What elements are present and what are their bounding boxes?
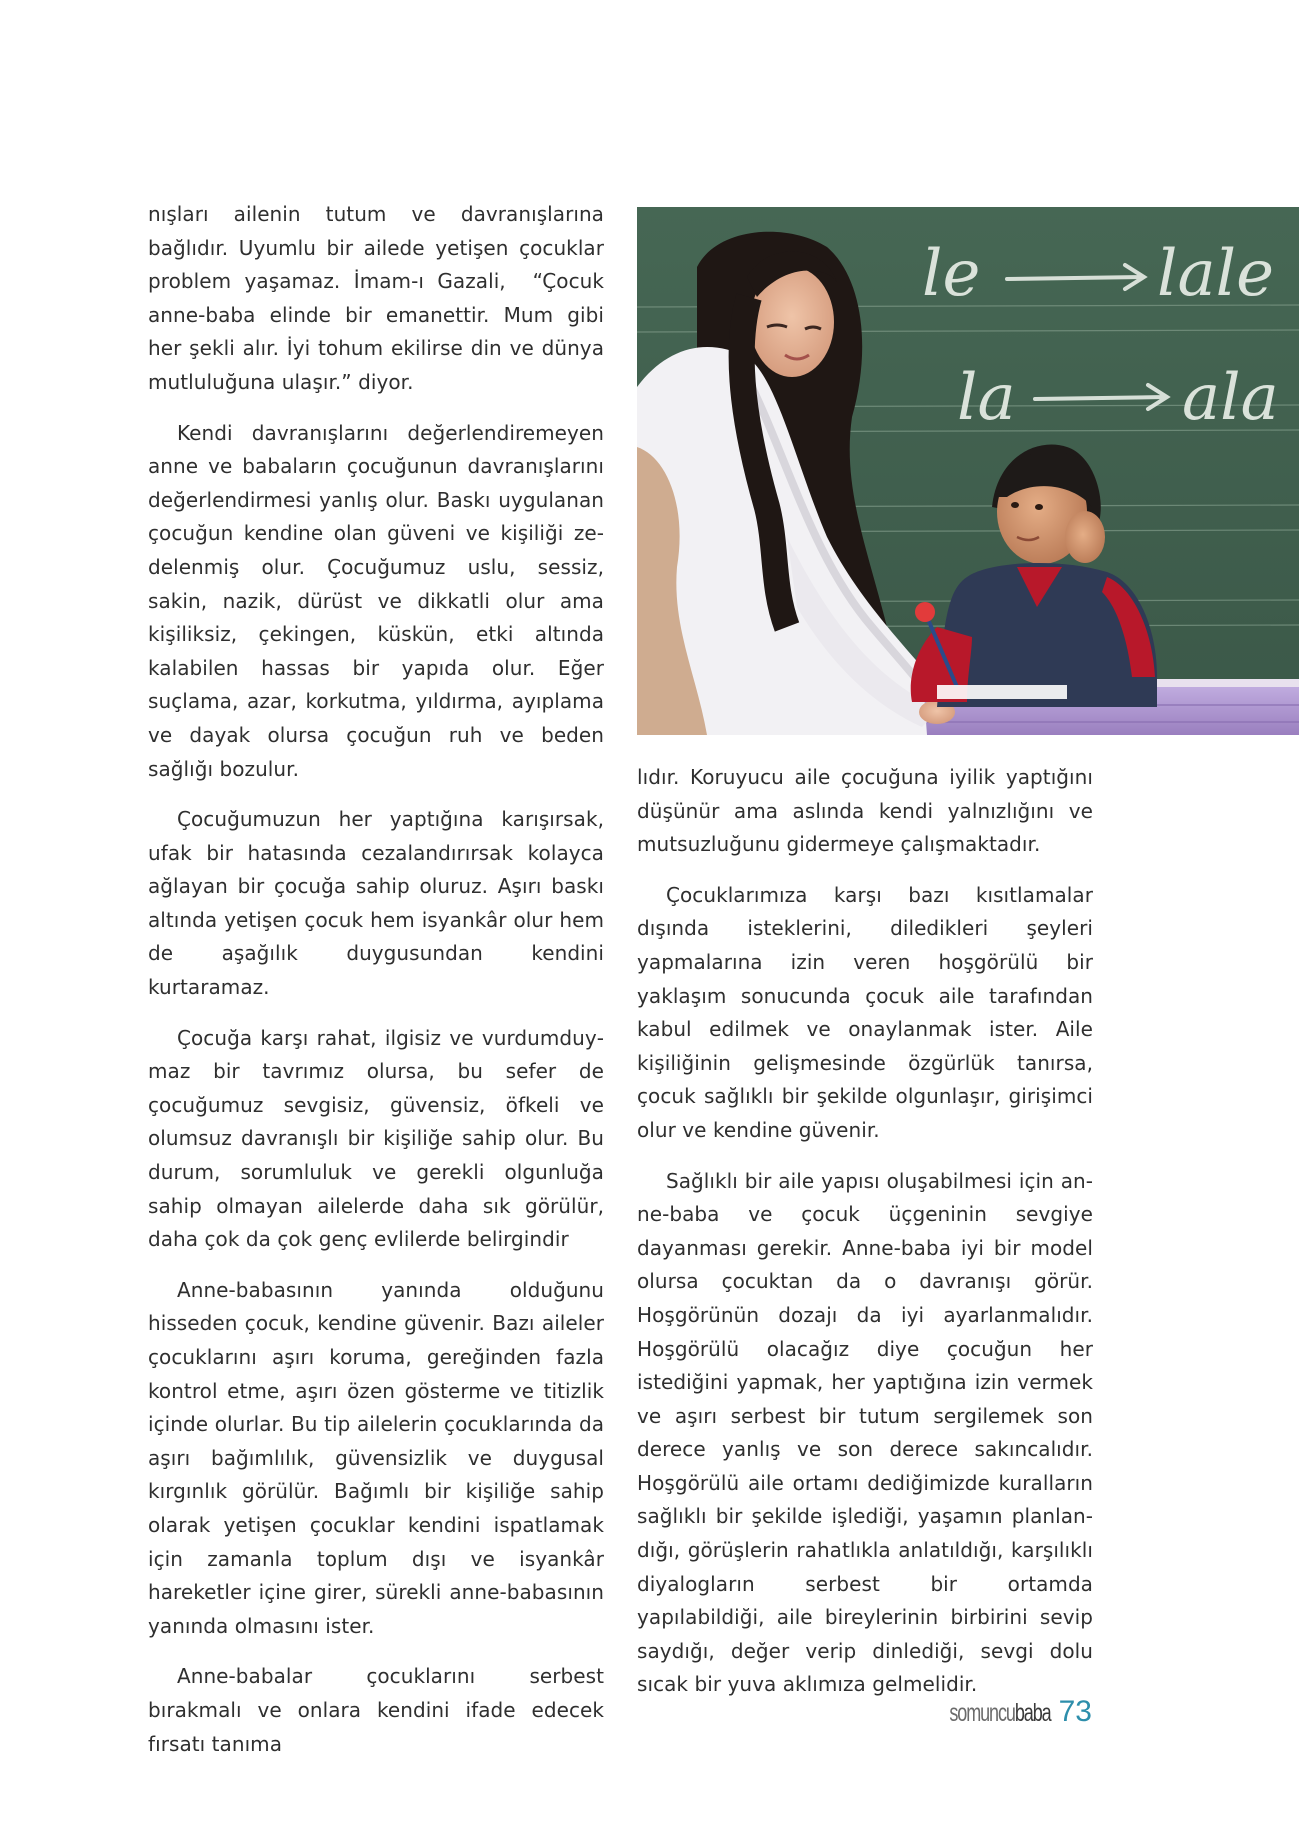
paragraph: Anne-babasının yanında olduğunu hisseden çocuk, kendine güvenir. Bazı aileler çocuklarını aşırı koruma, gereğinden fazla kontrol etme, aşırı özen gösterme ve titizlik içinde olurlar. Bu tip ailelerin çocuklarında da aşırı bağımlılık, güvensizlik ve duygusal kırgınlık görülür. Bağımlı bir kişiliğe sahip olarak yetişen çocuklar kendini ispatlamak için zamanla toplum dışı ve isyankâr hareketler içine girer, sürekli anne-babasının yanında olmasını ister. (148, 1277, 604, 1638)
paragraph: Kendi davranışlarını değerlendiremeyen anne ve babaların çocuğunun davranışlarını değerlendirmesi yanlış olur. Baskı uygulanan çocuğun kendine olan güveni ve kişiliği zedelenmiş olur. Çocuğumuz uslu, sessiz, sakin, nazik, dürüst ve dikkatli olur ama kişiliksiz, çekingen, küskün, etki altında kalabilen hassas bir yapıda olur. Eğer suçlama, azar, korkutma, yıldırma, ayıplama ve dayak olursa çocuğun ruh ve beden sağlığı bozulur. (148, 420, 604, 781)
paragraph: Çocuklarımıza karşı bazı kısıtlamalar dışında isteklerini, diledikleri şeyleri yapmalarına izin veren hoşgörülü bir yaklaşım sonucunda çocuk aile tarafından kabul edilmek ve onaylanmak ister. Aile kişiliğinin gelişmesinde özgürlük tanırsa, çocuk sağlıklı bir şekilde olgunlaşır, girişimci olur ve kendine güvenir. (637, 882, 1093, 1142)
classroom-photo (637, 207, 1299, 735)
paragraph: Çocuğa karşı rahat, ilgisiz ve vurdumduymaz bir tavrımız olursa, bu sefer de çocuğumuz sevgisiz, güvensiz, öfkeli ve olumsuz davranışlı bir kişiliğe sahip olur. Bu durum, sorumluluk ve gerekli olgunluğa sahip olmayan ailelerde daha sık görülür, daha çok da çok genç evlilerde belirgindir (148, 1025, 604, 1252)
paragraph: Çocuğumuzun her yaptığına karışırsak, ufak bir hatasında cezalandırırsak kolayca ağlayan bir çocuğa sahip oluruz. Aşırı baskı altında yetişen çocuk hem isyankâr olur hem de aşağılık duygusundan kendini kurtaramaz. (148, 807, 604, 1000)
page-number: 73 (1058, 1695, 1092, 1728)
paragraph: nışları ailenin tutum ve davranışlarına bağlıdır. Uyumlu bir ailede yetişen çocuklar problem yaşamaz. İmam-ı Gazali, “Çocuk anne-baba elinde bir emanettir. Mum gibi her şekli alır. İyi tohum ekilirse din ve dünya mutluluğuna ulaşır.” diyor. (148, 202, 604, 394)
chalk-word: la (957, 361, 1016, 435)
paragraph: Sağlıklı bir aile yapısı oluşabilmesi için anne-baba ve çocuk üçgeninin sevgiye dayanması gerekir. Anne-baba iyi bir model olursa çocuktan da o davranışı görür. Hoşgörünün dozajı da iyi ayarlanmalıdır. Hoşgörülü olacağız diye çocuğun her istediğini yapmak, her yaptığına izin vermek ve aşırı serbest bir tutum sergilemek son derece yanlış ve son derece sakıncalıdır. Hoşgörülü aile ortamı dediğimizde kuralların sağlıklı bir şekilde işlediği, yaşamın planlandığı, görüşlerin rahatlıkla anlatıldığı, karşılıklı diyalogların serbest bir ortamda yapılabildiği, aile bireylerinin birbirini sevip saydığı, değer verip dinlediği, sevgi dolu sıcak bir yuva aklımıza gelmelidir. (637, 1168, 1093, 1697)
chalk-word: lale (1157, 237, 1274, 311)
brand-light: somuncu (949, 1699, 1015, 1727)
brand-strong: baba (1014, 1699, 1051, 1727)
paragraph: Anne-babalar çocuklarını serbest bırakmalı ve onlara kendini ifade edecek fırsatı tanıma (148, 1664, 604, 1756)
paragraph: lıdır. Koruyucu aile çocuğuna iyilik yaptığını düşünür ama aslında kendi yalnızlığını ve mutsuzluğunu gidermeye çalışmaktadır. (637, 765, 1093, 857)
chalk-word: ala (1182, 361, 1279, 435)
left-text-column (148, 198, 604, 1778)
right-text-column (637, 761, 1093, 1719)
magazine-logo (949, 1699, 1050, 1728)
page-footer (910, 1695, 1092, 1729)
chalk-word: le (922, 237, 981, 311)
